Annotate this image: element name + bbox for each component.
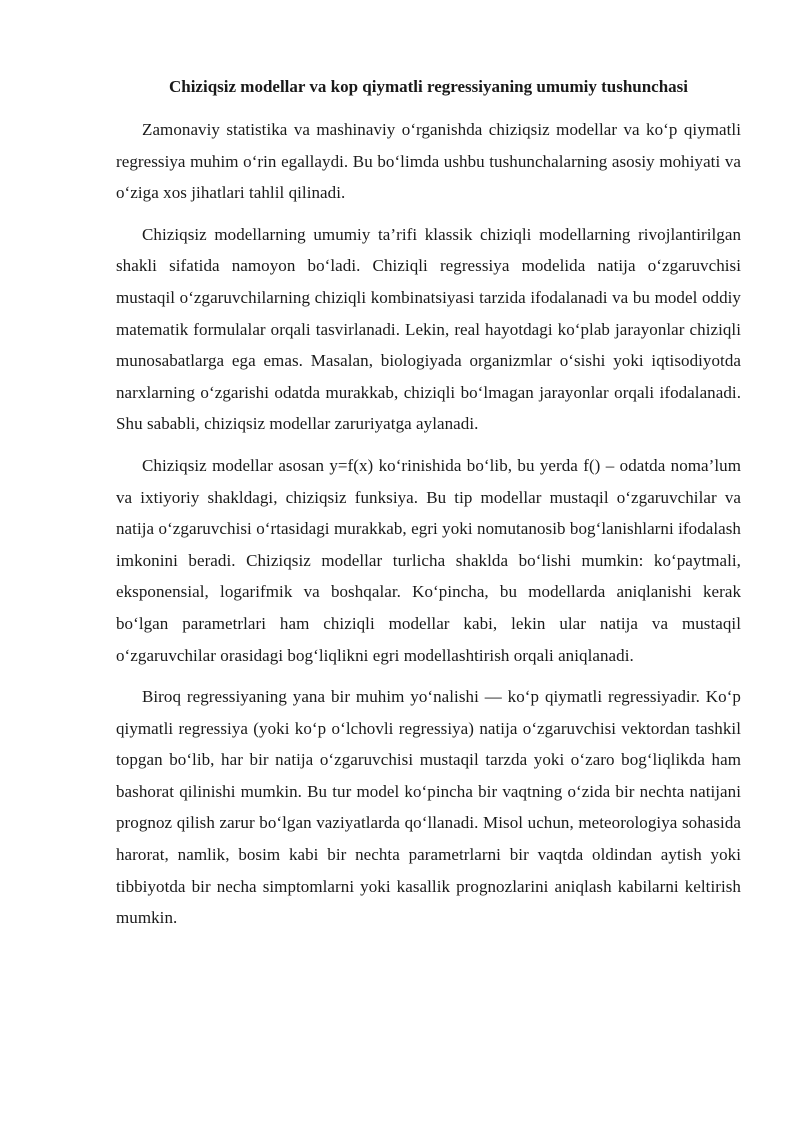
paragraph-intro: Zamonaviy statistika va mashinaviy o‘rganishda chiziqsiz modellar va ko‘p qiymatli regressiya muhim o‘rin egallaydi. Bu bo‘limda ushbu tushunchalarning asosiy mohiyati va o‘ziga xos jihatlari tahlil qilinadi. [116, 120, 741, 203]
paragraph-nonlinear-form: Chiziqsiz modellar asosan y=f(x) ko‘rinishida bo‘lib, bu yerda f() – odatda noma’lum va ixtiyoriy shakldagi, chiziqsiz funksiya. Bu tip modellar mustaqil o‘zgaruvchilar va natija o‘zgaruvchisi o‘rtasidagi murakkab, egri yoki nomutanosib bog‘lanishlarni ifodalash imkonini beradi. Chiziqsiz modellar turlicha shaklda bo‘lishi mumkin: ko‘paytmali, eksponensial, logarifmik va boshqalar. Ko‘pincha, bu modellarda aniqlanishi kerak bo‘lgan parametrlari ham chiziqli modellar kabi, lekin ular natija va mustaqil o‘zgaruvchilar orasidagi bog‘liqlikni egri modellashtirish orqali aniqlanadi. [116, 455, 741, 665]
document-title: Chiziqsiz modellar va kop qiymatli regressiyaning umumiy tushunchasi [168, 77, 689, 96]
paragraph-multivariate-regression: Biroq regressiyaning yana bir muhim yo‘nalishi — ko‘p qiymatli regressiyadir. Ko‘p qiymatli regressiya (yoki ko‘p o‘lchovli regressiya) natija o‘zgaruvchisi vektordan tashkil topgan bo‘lib, har bir natija o‘zgaruvchisi mustaqil tarzda yoki o‘zaro bog‘liqlikda ham bashorat qilinishi mumkin. Bu tur model ko‘pincha bir vaqtning o‘zida bir nechta natijani prognoz qilish zarur bo‘lgan vaziyatlarda qo‘llanadi. Misol uchun, meteorologiya sohasida harorat, namlik, bosim kabi bir nechta parametrlarni bir vaqtda oldindan aytish yoki tibbiyotda bir necha simptomlarni yoki kasallik prognozlarini aniqlash kabilarni keltirish mumkin. [116, 687, 741, 928]
paragraph-nonlinear-definition: Chiziqsiz modellarning umumiy ta’rifi klassik chiziqli modellarning rivojlantirilgan shakli sifatida namoyon bo‘ladi. Chiziqli regressiya modelida natija o‘zgaruvchisi mustaqil o‘zgaruvchilarning chiziqli kombinatsiyasi tarzida ifodalanadi va bu model oddiy matematik formulalar orqali tasvirlanadi. Lekin, real hayotdagi ko‘plab jarayonlar chiziqli munosabatlarga ega emas. Masalan, biologiyada organizmlar o‘sishi yoki iqtisodiyotda narxlarning o‘zgarishi odatda murakkab, chiziqli bo‘lmagan jarayonlar orqali ifodalanadi. Shu sababli, chiziqsiz modellar zaruriyatga aylanadi. [116, 224, 741, 434]
